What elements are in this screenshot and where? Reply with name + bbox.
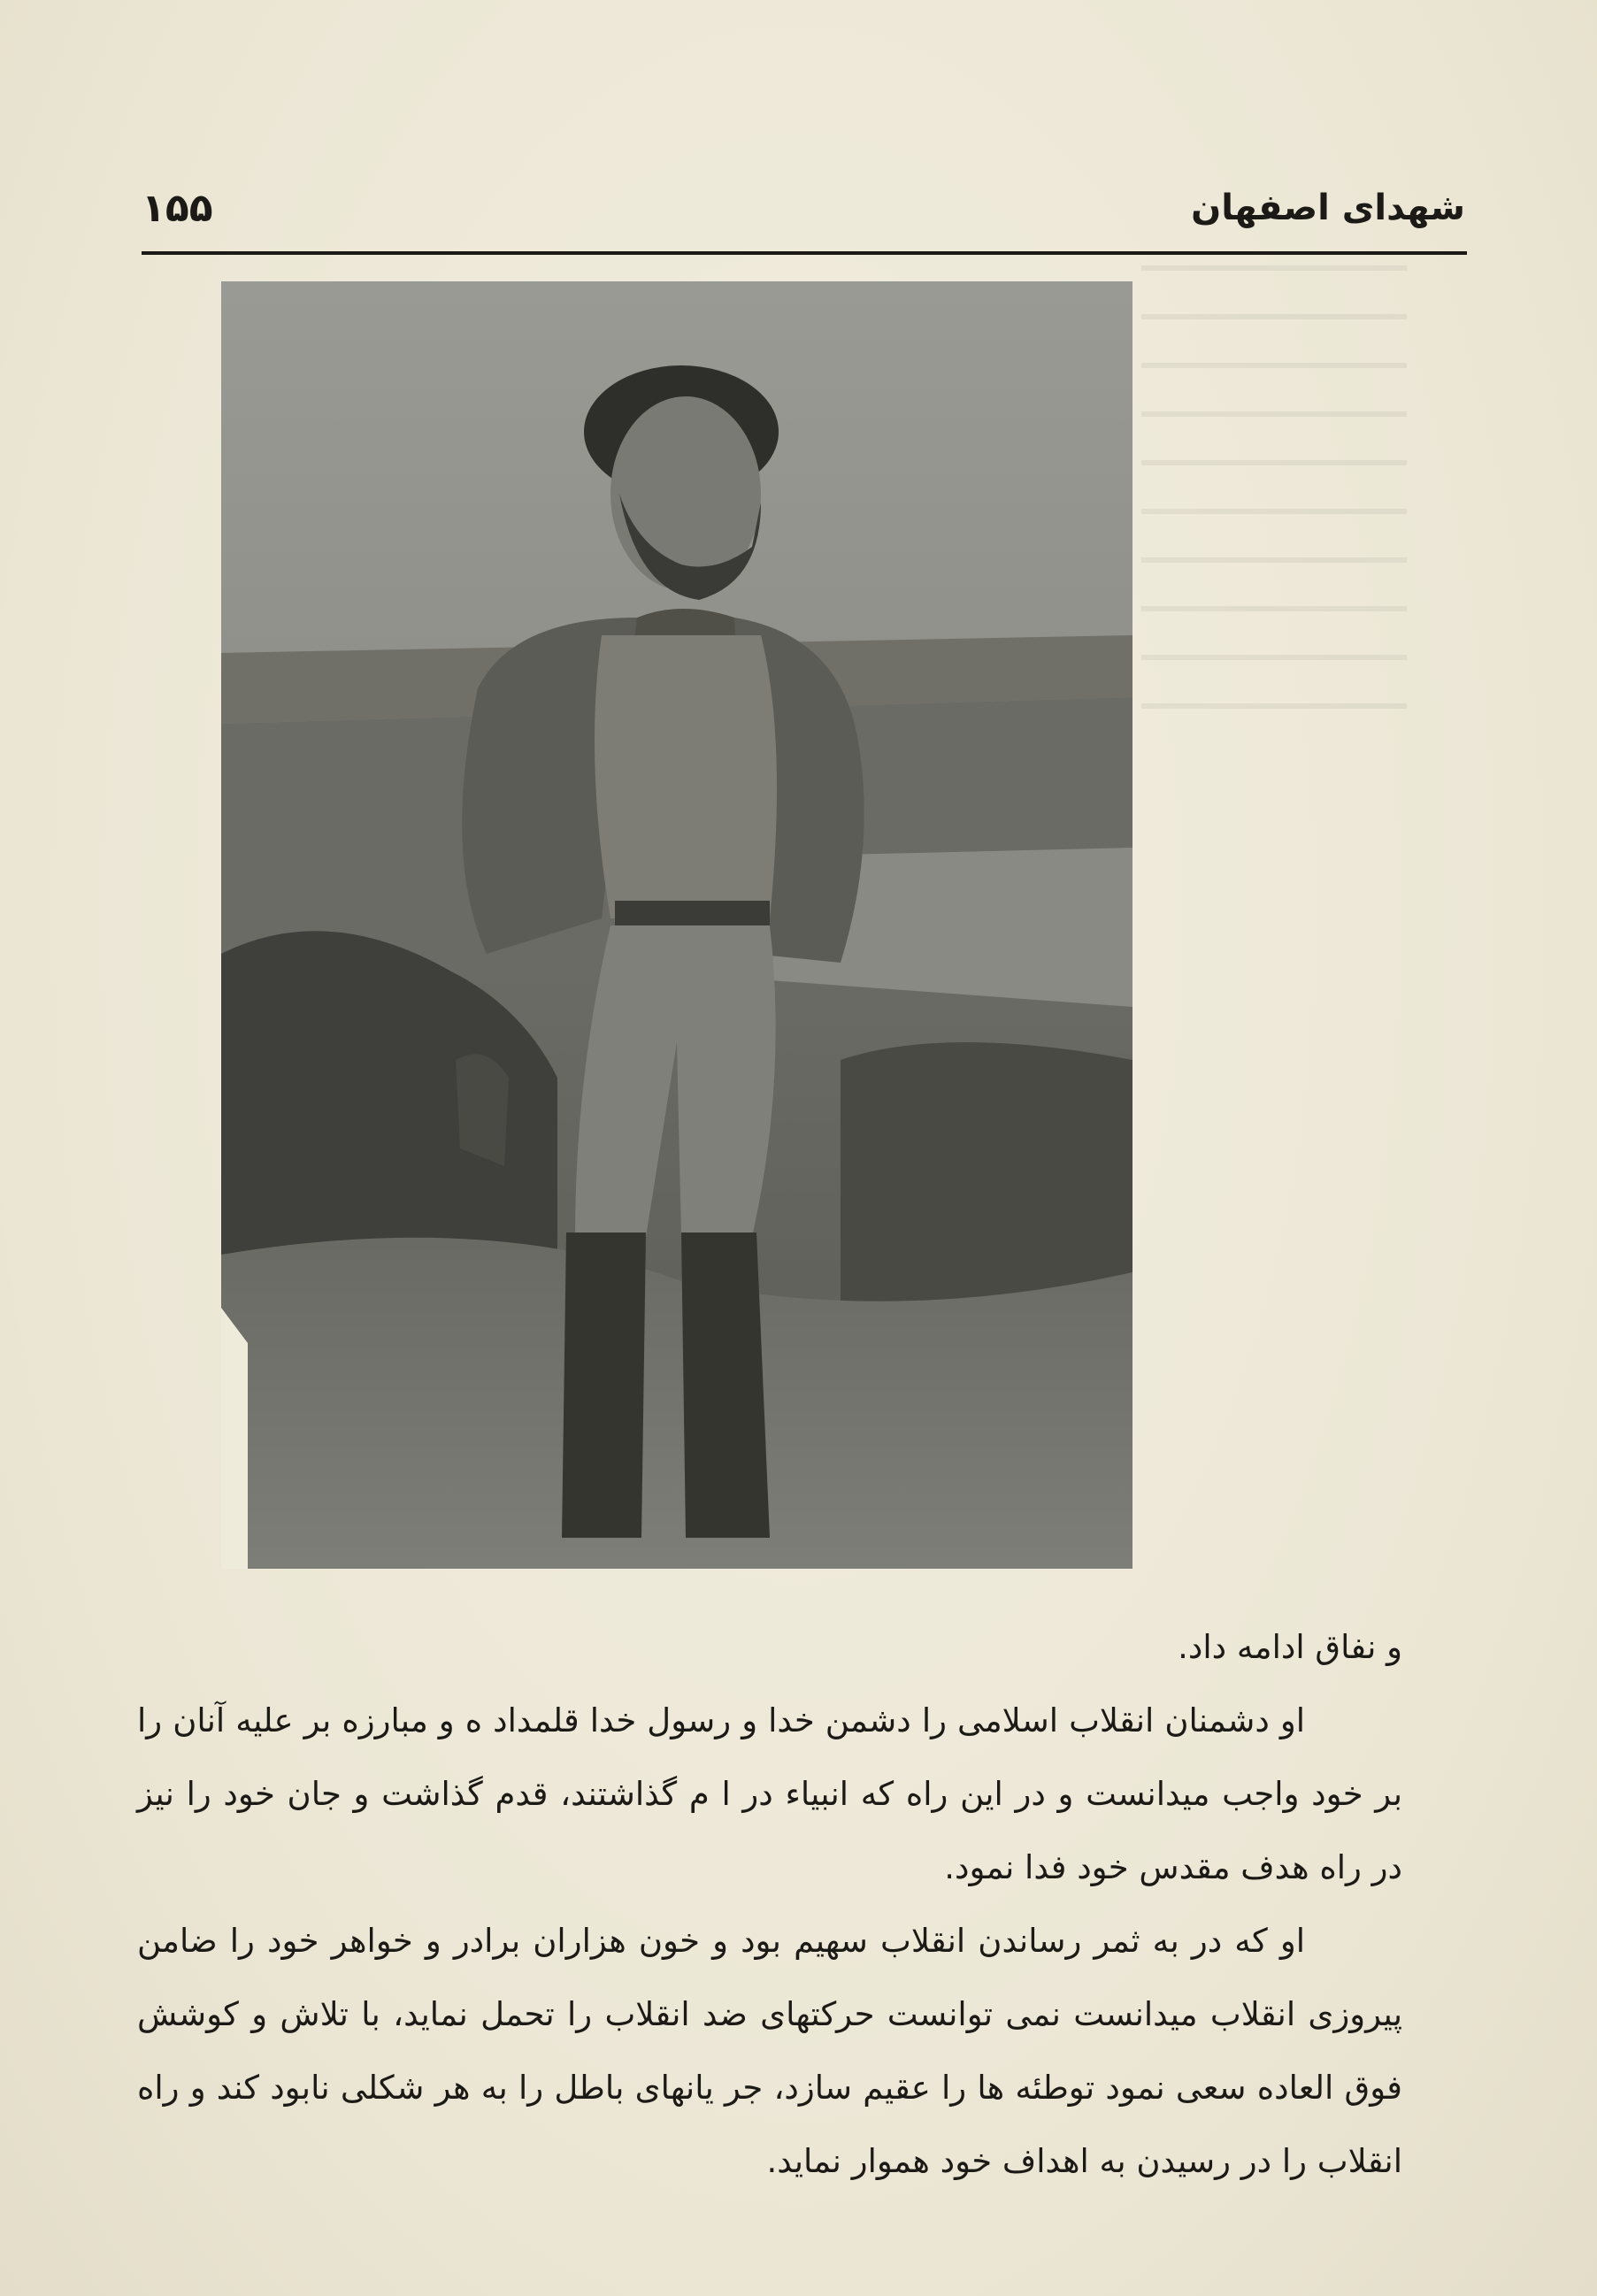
header-rule [142,251,1467,255]
portrait-photo [221,281,1132,1569]
bleed-through-text [1141,265,1407,726]
portrait-photo-image [221,281,1132,1569]
page-number: ۱۵۵ [142,186,213,231]
paragraph: او که در به ثمر رساندن انقلاب سهیم بود و خون هزاران برادر و خواهر خود را ضامن پیروزی انقلاب میدانست نمی توانست حرکتهای ضد انقلاب را تحمل نماید، با تلاش و کوشش فوق العاده سعی نمود توطئه ها را عقیم سازد، جر یانهای باطل را به هر شکلی نابود کند و راه انقلاب را در رسیدن به اهداف خود هموار نماید. [137,1922,1402,2180]
page-header [142,177,1469,257]
paragraph: او دشمنان انقلاب اسلامی را دشمن خدا و رسول خدا قلمداد ه و مبارزه بر علیه آنان را بر خود واجب میدانست و در این راه که انبیاء در ا م گذاشتند، قدم گذاشت و جان خود را نیز در راه هدف مقدس خود فدا نمود. [137,1701,1402,1886]
book-title: شهدای اصفهان [1191,188,1465,228]
body-text [137,1610,1402,2198]
paragraph: و نفاق ادامه داد. [1178,1628,1402,1666]
